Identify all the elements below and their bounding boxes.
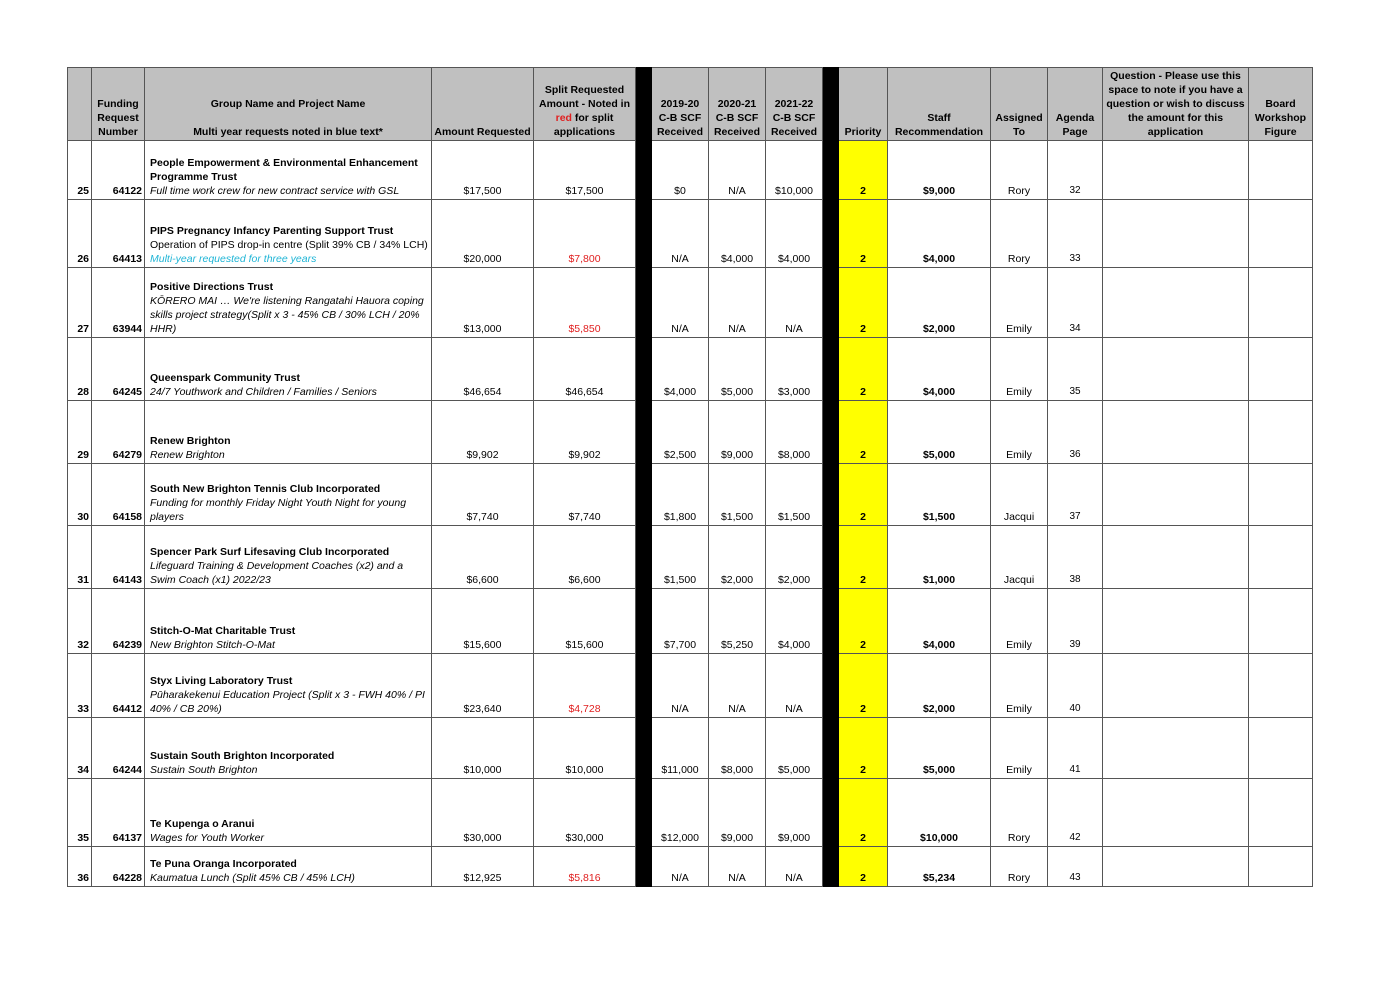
staff-recommendation: $1,000 — [888, 526, 991, 589]
group-name: People Empowerment & Environmental Enhancement Programme Trust — [150, 157, 418, 183]
project-name: Sustain South Brighton — [150, 764, 258, 776]
group-name-cell — [145, 654, 432, 718]
scf-2020-received: $5,250 — [709, 589, 766, 654]
question-input-cell[interactable] — [1103, 589, 1249, 654]
row-number: 28 — [68, 338, 92, 401]
assigned-to: Emily — [991, 338, 1048, 401]
funding-request-number: 63944 — [92, 268, 145, 338]
amount-requested: $17,500 — [432, 141, 534, 200]
scf-2019-received: $7,700 — [652, 589, 709, 654]
agenda-page — [1048, 526, 1103, 589]
group-name: Te Puna Oranga Incorporated — [150, 858, 297, 870]
staff-recommendation: $5,000 — [888, 718, 991, 779]
black-divider — [823, 464, 839, 526]
split-requested: $17,500 — [534, 141, 636, 200]
header-board-figure: Board Workshop Figure — [1249, 68, 1313, 141]
black-divider — [636, 401, 652, 464]
project-name: New Brighton Stitch-O-Mat — [150, 639, 275, 651]
board-figure-input-cell[interactable] — [1249, 464, 1313, 526]
project-name: 24/7 Youthwork and Children / Families / Seniors — [150, 386, 377, 398]
group-name-cell — [145, 464, 432, 526]
black-divider — [823, 654, 839, 718]
funding-request-number: 64158 — [92, 464, 145, 526]
priority-cell: 2 — [839, 401, 888, 464]
staff-recommendation: $4,000 — [888, 200, 991, 268]
black-divider — [823, 718, 839, 779]
row-number: 31 — [68, 526, 92, 589]
header-row-number — [68, 68, 92, 141]
split-requested: $6,600 — [534, 526, 636, 589]
row-number: 30 — [68, 464, 92, 526]
agenda-page — [1048, 464, 1103, 526]
split-requested: $5,816 — [534, 847, 636, 887]
agenda-page — [1048, 654, 1103, 718]
table-row — [68, 338, 1313, 401]
scf-2019-received: N/A — [652, 268, 709, 338]
amount-requested: $7,740 — [432, 464, 534, 526]
priority-cell: 2 — [839, 338, 888, 401]
agenda-page-number: 40 — [1069, 703, 1081, 714]
header-agenda-page: Agenda Page — [1048, 68, 1103, 141]
scf-2021-received: $10,000 — [766, 141, 823, 200]
board-figure-input-cell[interactable] — [1249, 589, 1313, 654]
board-figure-input-cell[interactable] — [1249, 141, 1313, 200]
group-name-cell — [145, 141, 432, 200]
header-scf-2019: 2019-20 C-B SCF Received — [652, 68, 709, 141]
amount-requested: $23,640 — [432, 654, 534, 718]
scf-2019-received: $1,800 — [652, 464, 709, 526]
amount-requested: $46,654 — [432, 338, 534, 401]
amount-requested: $9,902 — [432, 401, 534, 464]
staff-recommendation: $9,000 — [888, 141, 991, 200]
header-row — [68, 68, 1313, 141]
black-divider — [636, 464, 652, 526]
amount-requested: $12,925 — [432, 847, 534, 887]
black-divider — [823, 200, 839, 268]
group-name-cell — [145, 200, 432, 268]
question-input-cell[interactable] — [1103, 338, 1249, 401]
amount-requested: $6,600 — [432, 526, 534, 589]
board-figure-input-cell[interactable] — [1249, 847, 1313, 887]
black-divider — [636, 68, 652, 141]
multi-year-note: Multi-year requested for three years — [150, 253, 317, 265]
split-requested: $46,654 — [534, 338, 636, 401]
funding-request-number: 64239 — [92, 589, 145, 654]
question-input-cell[interactable] — [1103, 268, 1249, 338]
scf-2019-received: $2,500 — [652, 401, 709, 464]
table-row — [68, 847, 1313, 887]
scf-2020-received: $9,000 — [709, 779, 766, 847]
agenda-page — [1048, 141, 1103, 200]
split-requested: $9,902 — [534, 401, 636, 464]
scf-2021-received: N/A — [766, 654, 823, 718]
row-number: 25 — [68, 141, 92, 200]
scf-2021-received: $5,000 — [766, 718, 823, 779]
funding-request-number: 64228 — [92, 847, 145, 887]
group-name-cell — [145, 338, 432, 401]
amount-requested: $20,000 — [432, 200, 534, 268]
agenda-page — [1048, 268, 1103, 338]
header-priority: Priority — [839, 68, 888, 141]
board-figure-input-cell[interactable] — [1249, 338, 1313, 401]
scf-2019-received: N/A — [652, 200, 709, 268]
scf-2019-received: $1,500 — [652, 526, 709, 589]
black-divider — [636, 200, 652, 268]
project-name: Kaumatua Lunch (Split 45% CB / 45% LCH) — [150, 872, 355, 884]
amount-requested: $10,000 — [432, 718, 534, 779]
header-amount-requested: Amount Requested — [432, 68, 534, 141]
group-name: South New Brighton Tennis Club Incorporated — [150, 483, 381, 495]
header-group-name-note: Multi year requests noted in blue text* — [193, 126, 383, 138]
amount-requested: $30,000 — [432, 779, 534, 847]
group-name-cell — [145, 718, 432, 779]
group-name-cell — [145, 401, 432, 464]
scf-2021-received: $9,000 — [766, 779, 823, 847]
row-number: 33 — [68, 654, 92, 718]
agenda-page-number: 39 — [1069, 639, 1081, 650]
black-divider — [823, 526, 839, 589]
black-divider — [636, 268, 652, 338]
group-name: Te Kupenga o Aranui — [150, 818, 255, 830]
board-figure-input-cell[interactable] — [1249, 526, 1313, 589]
black-divider — [636, 779, 652, 847]
row-number: 32 — [68, 589, 92, 654]
question-input-cell[interactable] — [1103, 654, 1249, 718]
group-name-cell — [145, 779, 432, 847]
group-name-cell — [145, 526, 432, 589]
scf-2020-received: $4,000 — [709, 200, 766, 268]
question-input-cell[interactable] — [1103, 718, 1249, 779]
funding-request-number: 64413 — [92, 200, 145, 268]
split-requested: $5,850 — [534, 268, 636, 338]
staff-recommendation: $5,234 — [888, 847, 991, 887]
split-requested: $30,000 — [534, 779, 636, 847]
agenda-page — [1048, 589, 1103, 654]
table-row — [68, 718, 1313, 779]
agenda-page-number: 33 — [1069, 253, 1081, 264]
priority-cell: 2 — [839, 847, 888, 887]
header-question: Question - Please use this space to note if you have a question or wish to discuss the amount for this application — [1103, 68, 1249, 141]
scf-2021-received: $4,000 — [766, 200, 823, 268]
header-group-name-title: Group Name and Project Name — [210, 98, 366, 110]
staff-recommendation: $4,000 — [888, 338, 991, 401]
scf-2020-received: $1,500 — [709, 464, 766, 526]
priority-cell: 2 — [839, 654, 888, 718]
assigned-to: Rory — [991, 200, 1048, 268]
row-number: 35 — [68, 779, 92, 847]
question-input-cell[interactable] — [1103, 526, 1249, 589]
agenda-page — [1048, 779, 1103, 847]
assigned-to: Emily — [991, 654, 1048, 718]
agenda-page-number: 43 — [1069, 872, 1081, 883]
priority-cell: 2 — [839, 464, 888, 526]
group-name: Positive Directions Trust — [150, 281, 274, 293]
black-divider — [636, 589, 652, 654]
funding-request-number: 64279 — [92, 401, 145, 464]
priority-cell: 2 — [839, 526, 888, 589]
group-name: Queenspark Community Trust — [150, 372, 300, 384]
row-number: 29 — [68, 401, 92, 464]
scf-2020-received: $2,000 — [709, 526, 766, 589]
black-divider — [823, 847, 839, 887]
table-row — [68, 464, 1313, 526]
header-split-a: Split Requested Amount - Noted in — [539, 84, 630, 110]
row-number: 26 — [68, 200, 92, 268]
scf-2019-received: $0 — [652, 141, 709, 200]
priority-cell: 2 — [839, 268, 888, 338]
scf-2021-received: $2,000 — [766, 526, 823, 589]
group-name-cell — [145, 589, 432, 654]
scf-2021-received: $3,000 — [766, 338, 823, 401]
table-row — [68, 526, 1313, 589]
question-input-cell[interactable] — [1103, 464, 1249, 526]
header-funding-request: Funding Request Number — [92, 68, 145, 141]
split-requested: $4,728 — [534, 654, 636, 718]
header-split-b: for split applications — [553, 112, 616, 138]
board-figure-input-cell[interactable] — [1249, 401, 1313, 464]
project-name: Renew Brighton — [150, 449, 225, 461]
assigned-to: Rory — [991, 141, 1048, 200]
staff-recommendation: $1,500 — [888, 464, 991, 526]
table-body — [68, 141, 1313, 887]
black-divider — [823, 589, 839, 654]
assigned-to: Emily — [991, 268, 1048, 338]
board-figure-input-cell[interactable] — [1249, 779, 1313, 847]
scf-2020-received: N/A — [709, 141, 766, 200]
scf-2021-received: $4,000 — [766, 589, 823, 654]
header-split-requested — [534, 68, 636, 141]
question-input-cell[interactable] — [1103, 779, 1249, 847]
black-divider — [823, 338, 839, 401]
black-divider — [823, 141, 839, 200]
scf-2019-received: $11,000 — [652, 718, 709, 779]
header-scf-2020: 2020-21 C-B SCF Received — [709, 68, 766, 141]
project-name: Wages for Youth Worker — [150, 832, 264, 844]
agenda-page-number: 38 — [1069, 574, 1081, 585]
staff-recommendation: $10,000 — [888, 779, 991, 847]
group-name: Sustain South Brighton Incorporated — [150, 750, 335, 762]
scf-2020-received: N/A — [709, 268, 766, 338]
amount-requested: $13,000 — [432, 268, 534, 338]
assigned-to: Emily — [991, 589, 1048, 654]
black-divider — [636, 338, 652, 401]
table-row — [68, 141, 1313, 200]
assigned-to: Emily — [991, 401, 1048, 464]
group-name: Renew Brighton — [150, 435, 231, 447]
scf-2021-received: $1,500 — [766, 464, 823, 526]
priority-cell: 2 — [839, 779, 888, 847]
black-divider — [636, 718, 652, 779]
black-divider — [636, 141, 652, 200]
question-input-cell[interactable] — [1103, 847, 1249, 887]
priority-cell: 2 — [839, 589, 888, 654]
agenda-page — [1048, 718, 1103, 779]
group-name-cell — [145, 268, 432, 338]
scf-2019-received: N/A — [652, 654, 709, 718]
agenda-page-number: 42 — [1069, 832, 1081, 843]
agenda-page — [1048, 338, 1103, 401]
scf-2021-received: N/A — [766, 847, 823, 887]
question-input-cell[interactable] — [1103, 200, 1249, 268]
group-name: Spencer Park Surf Lifesaving Club Incorporated — [150, 546, 390, 558]
scf-2020-received: N/A — [709, 654, 766, 718]
split-requested: $7,740 — [534, 464, 636, 526]
scf-2020-received: $5,000 — [709, 338, 766, 401]
board-figure-input-cell[interactable] — [1249, 268, 1313, 338]
table-row — [68, 200, 1313, 268]
assigned-to: Rory — [991, 779, 1048, 847]
agenda-page — [1048, 847, 1103, 887]
black-divider — [823, 68, 839, 141]
group-name: PIPS Pregnancy Infancy Parenting Support Trust — [150, 225, 394, 237]
header-assigned-to: Assigned To — [991, 68, 1048, 141]
funding-request-number: 64122 — [92, 141, 145, 200]
agenda-page-number: 37 — [1069, 511, 1081, 522]
funding-request-number: 64143 — [92, 526, 145, 589]
black-divider — [823, 779, 839, 847]
staff-recommendation: $2,000 — [888, 654, 991, 718]
row-number: 34 — [68, 718, 92, 779]
priority-cell: 2 — [839, 200, 888, 268]
table-row — [68, 654, 1313, 718]
black-divider — [823, 268, 839, 338]
scf-2020-received: $8,000 — [709, 718, 766, 779]
agenda-page-number: 36 — [1069, 449, 1081, 460]
agenda-page-number: 32 — [1069, 185, 1081, 196]
project-name: Pūharakekenui Education Project (Split x 3 - FWH 40% / PI 40% / CB 20%) — [150, 689, 425, 715]
row-number: 36 — [68, 847, 92, 887]
board-figure-input-cell[interactable] — [1249, 654, 1313, 718]
row-number: 27 — [68, 268, 92, 338]
black-divider — [636, 654, 652, 718]
project-name: Funding for monthly Friday Night Youth Night for young players — [150, 497, 407, 523]
header-scf-2021: 2021-22 C-B SCF Received — [766, 68, 823, 141]
staff-recommendation: $5,000 — [888, 401, 991, 464]
staff-recommendation: $4,000 — [888, 589, 991, 654]
table-row — [68, 268, 1313, 338]
split-requested: $15,600 — [534, 589, 636, 654]
assigned-to: Jacqui — [991, 464, 1048, 526]
agenda-page — [1048, 200, 1103, 268]
project-name: KŌRERO MAI … We're listening Rangatahi Hauora coping skills project strategy(Split x 3 - 45% CB / 30% LCH / 20% HHR) — [150, 295, 424, 335]
black-divider — [636, 526, 652, 589]
table-row — [68, 401, 1313, 464]
funding-table — [67, 67, 1313, 887]
agenda-page-number: 34 — [1069, 323, 1081, 334]
funding-request-number: 64245 — [92, 338, 145, 401]
group-name: Stitch-O-Mat Charitable Trust — [150, 625, 296, 637]
project-name: Full time work crew for new contract service with GSL — [150, 185, 400, 197]
table-row — [68, 779, 1313, 847]
split-requested: $7,800 — [534, 200, 636, 268]
funding-request-number: 64137 — [92, 779, 145, 847]
header-split-red: red — [555, 112, 572, 124]
priority-cell: 2 — [839, 141, 888, 200]
staff-recommendation: $2,000 — [888, 268, 991, 338]
scf-2020-received: $9,000 — [709, 401, 766, 464]
board-figure-input-cell[interactable] — [1249, 718, 1313, 779]
table-row — [68, 589, 1313, 654]
scf-2019-received: $4,000 — [652, 338, 709, 401]
amount-requested: $15,600 — [432, 589, 534, 654]
scf-2021-received: $8,000 — [766, 401, 823, 464]
black-divider — [636, 847, 652, 887]
scf-2019-received: N/A — [652, 847, 709, 887]
assigned-to: Rory — [991, 847, 1048, 887]
assigned-to: Jacqui — [991, 526, 1048, 589]
agenda-page-number: 41 — [1069, 764, 1081, 775]
funding-request-number: 64244 — [92, 718, 145, 779]
question-input-cell[interactable] — [1103, 141, 1249, 200]
board-figure-input-cell[interactable] — [1249, 200, 1313, 268]
group-name-cell — [145, 847, 432, 887]
project-name: Lifeguard Training & Development Coaches (x2) and a Swim Coach (x1) 2022/23 — [150, 560, 404, 586]
black-divider — [823, 401, 839, 464]
scf-2020-received: N/A — [709, 847, 766, 887]
question-input-cell[interactable] — [1103, 401, 1249, 464]
group-name: Styx Living Laboratory Trust — [150, 675, 293, 687]
assigned-to: Emily — [991, 718, 1048, 779]
header-group-name — [145, 68, 432, 141]
priority-cell: 2 — [839, 718, 888, 779]
scf-2021-received: N/A — [766, 268, 823, 338]
funding-request-number: 64412 — [92, 654, 145, 718]
split-requested: $10,000 — [534, 718, 636, 779]
agenda-page — [1048, 401, 1103, 464]
header-staff-recommendation: Staff Recommendation — [888, 68, 991, 141]
project-name: Operation of PIPS drop-in centre (Split 39% CB / 34% LCH) — [150, 239, 428, 251]
scf-2019-received: $12,000 — [652, 779, 709, 847]
agenda-page-number: 35 — [1069, 386, 1081, 397]
